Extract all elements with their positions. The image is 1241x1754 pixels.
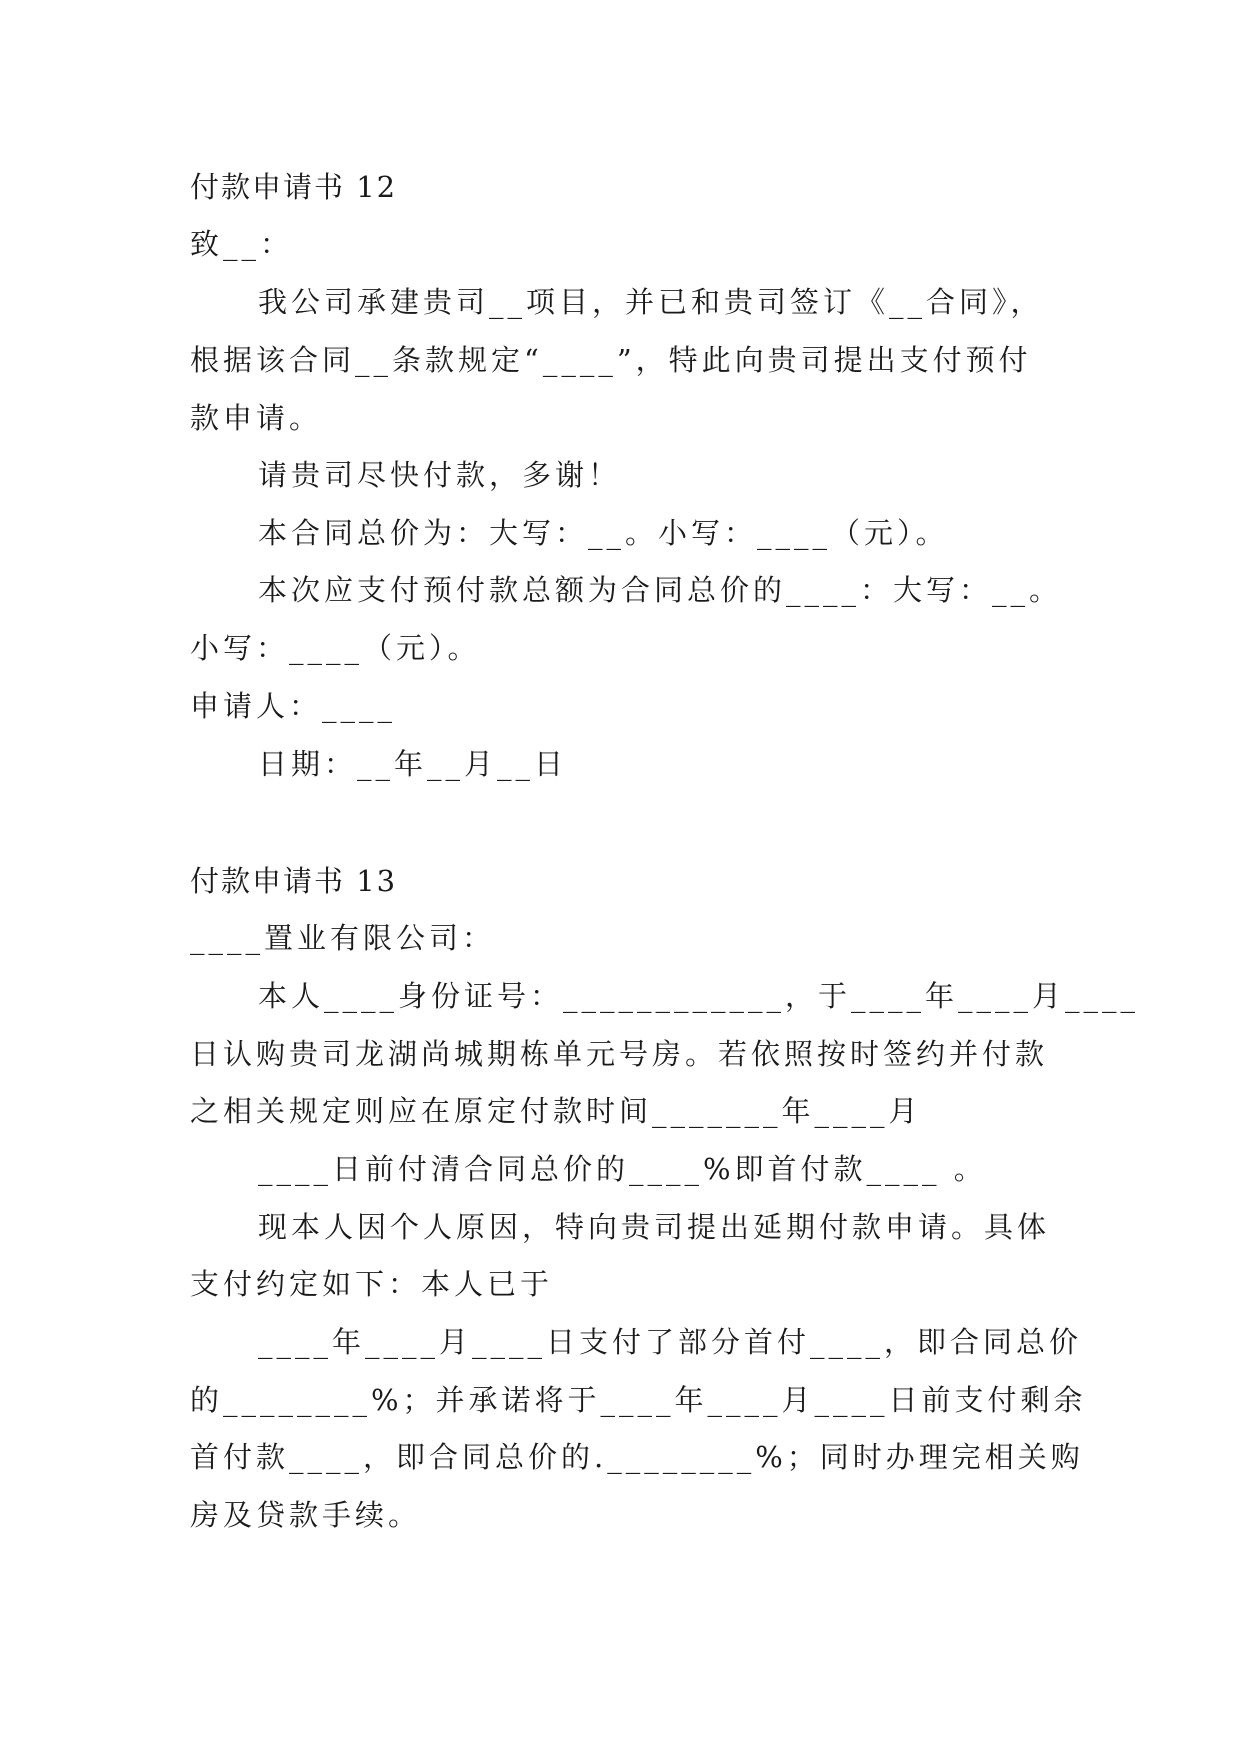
section-12-paragraph-1-line-2: 根据该合同__条款规定“____”，特此向贵司提出支付预付 [190, 343, 1032, 377]
section-13-paragraph-1-line-1: 本人____身份证号：____________，于____年____月____ [258, 979, 1140, 1013]
section-13-paragraph-4-line-1: ____年____月____日支付了部分首付____，即合同总价 [258, 1325, 1083, 1359]
section-13-paragraph-4-line-2: 的________%；并承诺将于____年____月____日前支付剩余 [190, 1383, 1087, 1417]
section-12-paragraph-1-line-1: 我公司承建贵司__项目，并已和贵司签订《__合同》， [258, 285, 1044, 319]
section-13-recipient: ____置业有限公司： [190, 921, 496, 955]
section-12-applicant: 申请人：____ [190, 689, 397, 723]
section-13-paragraph-3-line-1: 现本人因个人原因，特向贵司提出延期付款申请。具体 [258, 1210, 1051, 1244]
section-13-paragraph-4-line-3: 首付款____，即合同总价的.________%；同时办理完相关购 [190, 1440, 1084, 1474]
section-12-paragraph-4-line-1: 本次应支付预付款总额为合同总价的____：大写：__。 [258, 573, 1063, 607]
section-12-paragraph-3: 本合同总价为：大写：__。小写：____（元）。 [258, 516, 949, 550]
section-13-paragraph-1-line-3: 之相关规定则应在原定付款时间_______年____月 [190, 1094, 922, 1128]
section-13-paragraph-1-line-2: 日认购贵司龙湖尚城期栋单元号房。若依照按时签约并付款 [190, 1037, 1049, 1071]
section-13-paragraph-3-line-2: 支付约定如下：本人已于 [190, 1267, 554, 1301]
section-13-paragraph-2: ____日前付清合同总价的____%即首付款____ 。 [258, 1152, 987, 1186]
section-12-recipient: 致__： [190, 227, 294, 261]
section-12-paragraph-4-line-2: 小写：____（元）。 [190, 631, 481, 665]
section-12-title: 付款申请书 12 [190, 170, 398, 204]
section-12-date: 日期：__年__月__日 [258, 747, 568, 781]
section-13-paragraph-4-line-4: 房及贷款手续。 [190, 1498, 422, 1532]
section-13-title: 付款申请书 13 [190, 864, 398, 898]
section-12-paragraph-1-line-3: 款申请。 [190, 401, 323, 435]
section-12-paragraph-2: 请贵司尽快付款，多谢！ [258, 458, 622, 492]
